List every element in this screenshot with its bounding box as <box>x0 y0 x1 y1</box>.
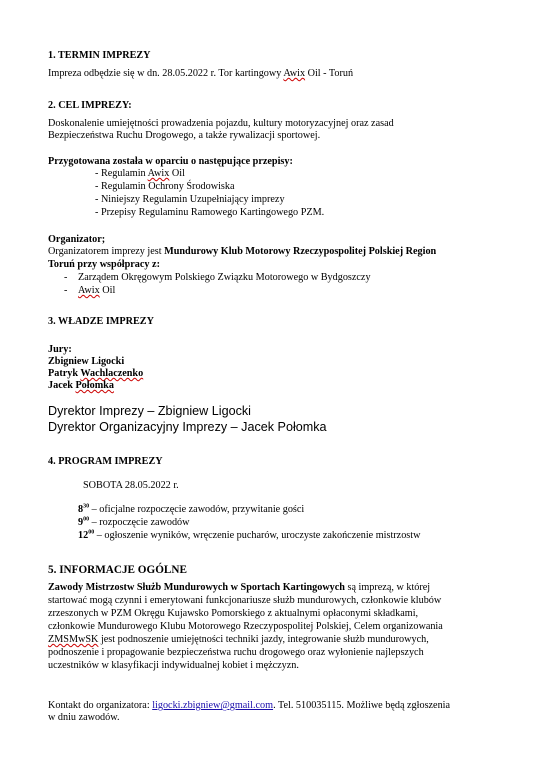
regulation-item: - Regulamin Awix Oil <box>95 168 185 179</box>
section-5-heading: 5. INFORMACJE OGÓLNE <box>48 564 187 576</box>
program-day: SOBOTA 28.05.2022 r. <box>83 480 179 491</box>
partner-item: - Zarządem Okręgowym Polskiego Związku Motorowego w Bydgoszczy <box>64 272 371 283</box>
section-3-heading: 3. WŁADZE IMPREZY <box>48 316 154 327</box>
regulation-item: - Przepisy Regulaminu Ramowego Kartingowego PZM. <box>95 207 325 218</box>
regulations-heading: Przygotowana została w oparciu o następujące przepisy: <box>48 156 293 167</box>
section-2-line-2: Bezpieczeństwa Ruchu Drogowego, a także rywalizacji sportowej. <box>48 130 321 141</box>
jury-member: Zbigniew Ligocki <box>48 356 125 367</box>
contact-line-1: Kontakt do organizatora: ligocki.zbigniew@gmail.com. Tel. 510035115. Możliwe będą zgłoszenia <box>48 700 451 711</box>
partner-item: - Awix Oil <box>64 285 116 296</box>
contact-email-link[interactable]: ligocki.zbigniew@gmail.com <box>152 700 274 711</box>
program-item: $9^{00}$ – rozpoczęcie zawodów <box>78 516 190 528</box>
section-1-heading: 1. TERMIN IMPREZY <box>48 50 151 61</box>
program-item: $8^{30}$ – oficjalne rozpoczęcie zawodów, przywitanie gości <box>78 503 305 515</box>
section-4-heading: 4. PROGRAM IMPREZY <box>48 456 163 467</box>
organizer-line-1: Organizatorem imprezy jest Mundurowy Klub Motorowy Rzeczypospolitej Polskiej Region <box>48 246 437 257</box>
organizer-line-2: Toruń przy współpracy z: <box>48 259 160 270</box>
info-line: członkowie Mundurowego Klubu Motorowego Rzeczypospolitej Polskiej, Celem organizowania <box>48 621 443 632</box>
info-line: zrzeszonych w PZM Okręgu Kujawsko Pomorskiego z aktualnymi opłaconymi składkami, <box>48 608 419 619</box>
section-1-text: Impreza odbędzie się w dn. 28.05.2022 r. Tor kartingowy Awix Oil - Toruń <box>48 68 354 79</box>
jury-member: Patryk Wachlaczenko <box>48 368 144 379</box>
section-2-heading: 2. CEL IMPREZY: <box>48 100 132 111</box>
program-item: $12^{00}$ – ogłoszenie wyników, wręczenie pucharów, uroczyste zakończenie mistrzostw <box>78 529 421 541</box>
info-line: Zawody Mistrzostw Służb Mundurowych w Sportach Kartingowych są imprezą, w której <box>48 582 431 593</box>
regulation-item: - Niniejszy Regulamin Uzupełniający imprezy <box>95 194 285 205</box>
organizer-heading: Organizator; <box>48 234 106 245</box>
info-line: uczestników w klasyfikacji indywidualnej kobiet i mężczyzn. <box>48 660 299 671</box>
regulation-item: - Regulamin Ochrony Środowiska <box>95 181 235 192</box>
info-line: startować mogą czynni i emerytowani funkcjonariusze służb mundurowych, członkowie klubów <box>48 595 442 606</box>
info-line: ZMSMwSK jest podnoszenie umiejętności techniki jazdy, integrowanie służb mundurowych, <box>48 634 429 645</box>
director-2: Dyrektor Organizacyjny Imprezy – Jacek Połomka <box>48 420 327 434</box>
section-2-line-1: Doskonalenie umiejętności prowadzenia pojazdu, kultury motoryzacyjnej oraz zasad <box>48 118 394 129</box>
director-1: Dyrektor Imprezy – Zbigniew Ligocki <box>48 404 251 418</box>
jury-member: Jacek Połomka <box>48 380 114 391</box>
info-line: podnoszenie i propagowanie bezpieczeństwa ruchu drogowego oraz wyłonienie najlepszych <box>48 647 424 658</box>
contact-line-2: w dniu zawodów. <box>48 712 120 723</box>
jury-label: Jury: <box>48 344 72 355</box>
